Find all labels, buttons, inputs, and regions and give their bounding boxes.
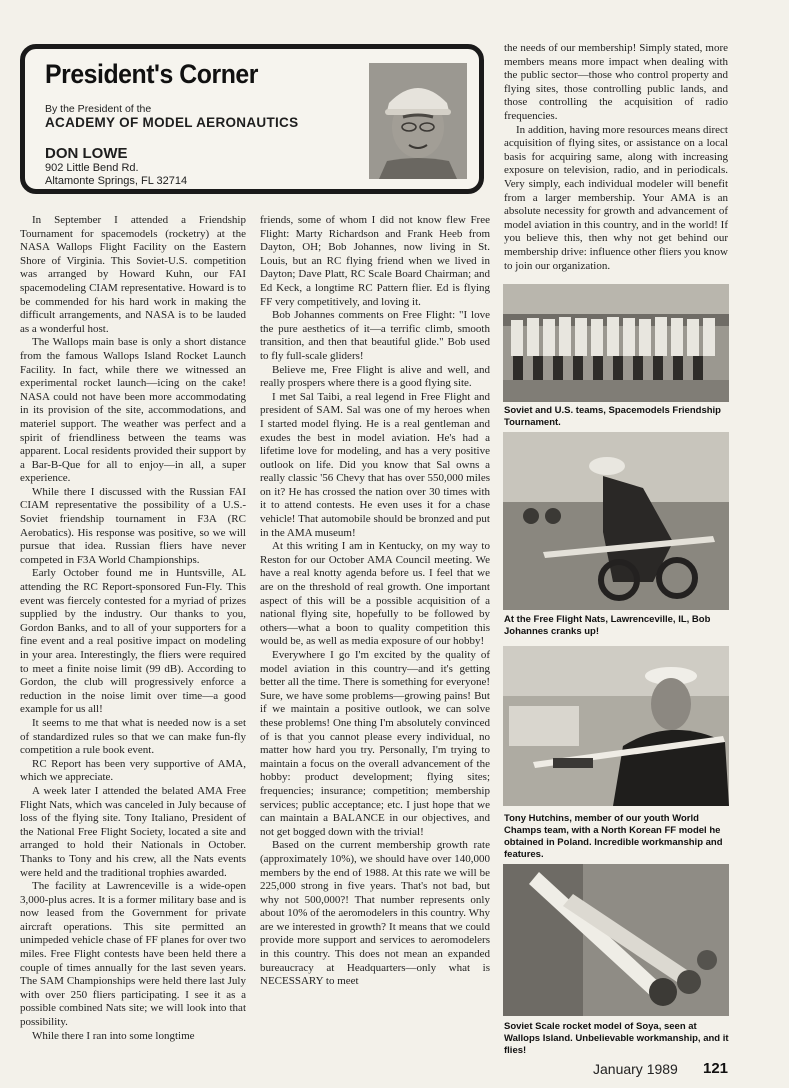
paragraph: A week later I attended the belated AMA Free Flight Nats, which was canceled in July because of loss of the flying site. Tony Italiano, President of the National Free Flight Society, located a site and arranged to hold their Nationals in October. Thanks to Tony and his crew, all the Nats events were held and the traditional trophies awarded. [20, 784, 246, 879]
organization-name: ACADEMY OF MODEL AERONAUTICS [45, 115, 299, 130]
article-column-3 [504, 42, 728, 273]
paragraph: The facility at Lawrenceville is a wide-open 3,000-plus acres. It is a former military base and is now leased from the Government for private aircraft operations. This site permitted an unimpeded vehicle chase of FF planes for over two miles. Free Flight contests have been held there a couple of times annually for the last seven years. The SAM Championships were held there last July with over 250 fliers participating. I see it as a possible combined Nats site; we will look into that possibility. [20, 880, 246, 1029]
paragraph: The Wallops main base is only a short distance from the famous Wallops Island Rocket Launch Facility. In fact, while there we witnessed an experimental rocket launch—icing on the cake! NASA could not have been more accommodating in its provision of the site, accommodations, and materiel support. The weather was perfect and a spirit of friendliness between the teams was apparent. Local residents provided their support by a Bar-B-Que for all to enjoy—in all, a super experience. [20, 336, 246, 485]
photo-tony-hutchins [503, 646, 729, 806]
author-portrait [369, 63, 467, 179]
photo-caption: Soviet Scale rocket model of Soya, seen at Wallops Island. Unbelievable workmanship, and it flies! [504, 1021, 729, 1056]
paragraph: Everywhere I go I'm excited by the quality of model aviation in this country—and it's getting better all the time. There is something for everyone! Sure, we have some problems—growing pains! But if we maintain a positive outlook, we can solve these problems! One thing I'm absolutely convinced of is that you cannot please every individual, no matter how hard you try. Personally, I'm trying to maintain a focus on the overall advancement of the hobby: product development; flying sites; frequencies; insurance; competition; membership services; public acceptance; etc. I just hope that we can maintain a BALANCE in our objectives, and not get bogged down with the trivial! [260, 649, 490, 838]
author-address [45, 162, 187, 188]
paragraph: RC Report has been very supportive of AMA, which we appreciate. [20, 757, 246, 784]
paragraph: While there I ran into some longtime [32, 1029, 195, 1042]
article-column-1 [20, 214, 246, 1043]
page-number: 121 [703, 1060, 729, 1077]
address-line-1: 902 Little Bend Rd. [45, 162, 139, 174]
column-title: President's Corner [45, 59, 258, 89]
author-name: DON LOWE [45, 145, 128, 162]
issue-date: January 1989 [593, 1061, 678, 1077]
address-line-2: Altamonte Springs, FL 32714 [45, 175, 188, 187]
paragraph: Bob Johannes comments on Free Flight: "I love the pure aesthetics of it—a terrific climb, smooth transition, and then that beautiful glide." Bob used to fly full-scale gliders! [260, 309, 490, 362]
photo-caption: Soviet and U.S. teams, Spacemodels Friendship Tournament. [504, 405, 721, 428]
paragraph: friends, some of whom I did not know flew Free Flight: Marty Richardson and Frank Heeb from Dayton, OH; Bob Johannes, now living in St. Louis, but an RC flying friend when we lived in Dayton; Dave Platt, RC Scale Board Chairman; and Ed Keck, a longtime RC Pattern flier. Ed is flying FF very competitively, and loving it. [260, 214, 490, 308]
by-line: By the President of the [45, 103, 152, 115]
paragraph: the needs of our membership! Simply stated, more members means more impact when dealing with the public sector—those who control property and flying sites, those controlling public lands, and those controlling the acquisition of radio frequencies. [504, 42, 728, 122]
article-column-2 [260, 214, 490, 989]
paragraph: Based on the current membership growth rate (approximately 10%), we should have over 140,000 members by the end of 1988. At this rate we will be 225,000 strong in five years. That's not bad, but why not 500,000?! That number represents only about 10% of the aeromodelers in this country. Why are we interested in growth? It means that we could provide more support and services to aeromodelers in this country. This does not mean an expanded bureaucracy at Headquarters—only what is NECESSARY to meet [260, 839, 490, 988]
paragraph: At this writing I am in Kentucky, on my way to Reston for our October AMA Council meeting. We have a real knotty agenda before us. I feel that we are on the threshold of real growth. One important aspect of this will be a possible acquisition of a national flying site, hopefully to be followed by others—what a boon to quality competition this would be, as well as media exposure of our hobby! [260, 540, 490, 648]
paragraph: In September I attended a Friendship Tournament for spacemodels (rocketry) at the NASA Wallops Flight Facility on the Eastern Shore of Virginia. This Soviet-U.S. competition was arranged by Howard Kuhn, our FAI spacemodeling CIAM representative. Howard is to be commended for his hard work in making the difficult arrangements, and NASA is to be lauded as a wonderful host. [20, 214, 246, 335]
paragraph: I met Sal Taibi, a real legend in Free Flight and president of SAM. Sal was one of my heroes when I started model flying. He is a real gentleman and exudes the best in model aviation. He's had a lifetime love for modeling, and has a very positive outlook on life. Did you know that Sal owns a really classic '56 Chevy that has over 550,000 miles on it? He has crossed the nation over 30 times with it to attend contests. He even uses it for a chase vehicle! That automobile should be bronzed and put in the AMA museum! [260, 390, 490, 539]
photo-teams [503, 284, 729, 402]
photo-caption: At the Free Flight Nats, Lawrenceville, IL, Bob Johannes cranks up! [504, 614, 711, 637]
photo-caption: Tony Hutchins, member of our youth World Champs team, with a North Korean FF model he obtained in Poland. Incredible workmanship and features. [504, 813, 723, 860]
photo-free-flight-nats [503, 432, 729, 610]
paragraph: While there I discussed with the Russian FAI CIAM representative the possibility of a U.S.-Soviet friendship tournament in F3A (RC Aerobatics). His response was positive, so we will pursue that idea. Russian fliers have never competed in F3A World Championships. [20, 485, 246, 566]
paragraph: It seems to me that what is needed now is a set of standardized rules so that we can make fun-fly competition a rule book event. [20, 716, 246, 757]
photo-soviet-rocket [503, 864, 729, 1016]
paragraph: Believe me, Free Flight is alive and well, and really prospers where there is a good flying site. [260, 363, 490, 390]
paragraph: Early October found me in Huntsville, AL attending the RC Report-sponsored Fun-Fly. This event was fiercely contested for a myriad of prizes supplied by the industry. Our thanks to you, Gordon Banks, and to all of your supporters for a fine event and a real positive impact on modeling in your area. Interestingly, the fliers were required to meet a finite noise limit (99 dB). According to Gordon, the club will progressively enforce a reduction in the noise limit over time—a good example for us all! [20, 567, 246, 716]
header-box [20, 44, 484, 194]
paragraph: In addition, having more resources means direct acquisition of flying sites, or assistance on a local basis for acquiring same, along with increasing exposure on television, radio, and in periodicals. Very simply, each individual modeler will benefit from a larger membership. Your AMA is an absolute necessity for growth and advancement of model aviation in this country, and in the world! If you believe this, then why not get behind our membership drive: influence other fliers you know to join our organization. [504, 123, 728, 272]
